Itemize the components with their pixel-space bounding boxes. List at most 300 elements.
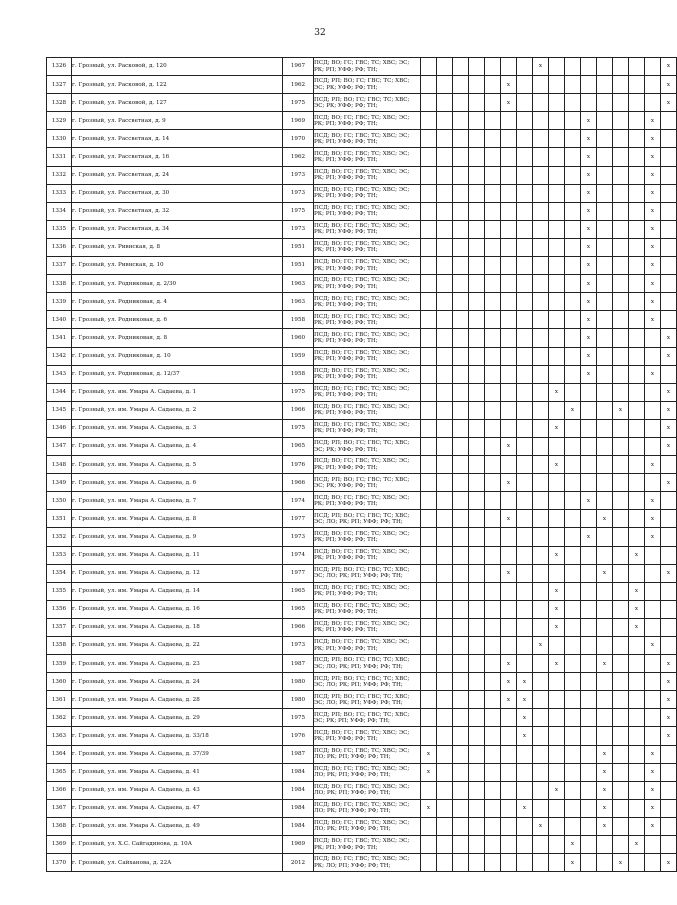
work-mark-cell: x: [645, 492, 661, 510]
work-mark-cell: [629, 799, 645, 817]
year-cell: 1965: [283, 600, 314, 618]
work-mark-cell: [565, 166, 581, 184]
work-mark-cell: [421, 257, 437, 275]
address-cell: г. Грозный, ул. им. Умара А. Садаева, д. 3: [72, 419, 283, 437]
table-row: [47, 637, 677, 655]
work-mark-cell: [549, 799, 565, 817]
work-mark-cell: [597, 637, 613, 655]
work-mark-cell: [437, 799, 453, 817]
work-mark-cell: [533, 474, 549, 492]
work-mark-cell: x: [597, 745, 613, 763]
work-mark-cell: [437, 600, 453, 618]
table-row: [47, 365, 677, 383]
address-cell: г. Грозный, ул. им. Умара А. Садаева, д. 43: [72, 781, 283, 799]
work-mark-cell: [485, 148, 501, 166]
work-mark-cell: [629, 691, 645, 709]
row-number-cell: 1345: [47, 401, 72, 419]
work-mark-cell: [421, 94, 437, 112]
work-mark-cell: [469, 94, 485, 112]
work-mark-cell: [629, 347, 645, 365]
work-mark-cell: [565, 148, 581, 166]
work-mark-cell: x: [645, 637, 661, 655]
work-mark-cell: [501, 383, 517, 401]
work-mark-cell: [485, 347, 501, 365]
work-mark-cell: [485, 745, 501, 763]
work-mark-cell: x: [645, 166, 661, 184]
work-mark-cell: [533, 546, 549, 564]
work-mark-cell: [597, 275, 613, 293]
work-mark-cell: [645, 347, 661, 365]
work-mark-cell: [629, 456, 645, 474]
work-mark-cell: [613, 293, 629, 311]
year-cell: 1976: [283, 727, 314, 745]
address-cell: г. Грозный, ул. Родниковая, д. 4: [72, 293, 283, 311]
work-mark-cell: [565, 76, 581, 94]
work-mark-cell: [565, 383, 581, 401]
work-mark-cell: x: [501, 691, 517, 709]
work-mark-cell: [437, 275, 453, 293]
work-mark-cell: [565, 673, 581, 691]
work-mark-cell: [565, 528, 581, 546]
work-mark-cell: [469, 419, 485, 437]
work-mark-cell: [421, 275, 437, 293]
work-mark-cell: [533, 166, 549, 184]
table-row: [47, 238, 677, 256]
work-mark-cell: [453, 655, 469, 673]
work-mark-cell: [437, 618, 453, 636]
work-mark-cell: [533, 600, 549, 618]
row-number-cell: 1360: [47, 673, 72, 691]
work-mark-cell: [549, 76, 565, 94]
work-mark-cell: [437, 311, 453, 329]
work-mark-cell: [549, 437, 565, 455]
work-mark-cell: [629, 564, 645, 582]
work-mark-cell: x: [549, 582, 565, 600]
work-mark-cell: [645, 564, 661, 582]
work-mark-cell: [613, 709, 629, 727]
work-mark-cell: [485, 58, 501, 76]
work-mark-cell: x: [517, 727, 533, 745]
work-mark-cell: [613, 58, 629, 76]
work-mark-cell: [549, 275, 565, 293]
work-mark-cell: [565, 709, 581, 727]
work-mark-cell: [469, 564, 485, 582]
work-mark-cell: [565, 745, 581, 763]
work-mark-cell: [501, 763, 517, 781]
work-mark-cell: [421, 401, 437, 419]
works-list-cell: ПСД; ВО; ГС; ГВС; ТС; ХВС; ЭС; РК; РП; УФФ; РФ; ТН;: [314, 58, 421, 76]
work-mark-cell: [453, 202, 469, 220]
work-mark-cell: [565, 637, 581, 655]
work-mark-cell: [485, 781, 501, 799]
work-mark-cell: [421, 546, 437, 564]
address-cell: г. Грозный, ул. им. Умара А. Садаева, д. 16: [72, 600, 283, 618]
row-number-cell: 1353: [47, 546, 72, 564]
work-mark-cell: [453, 94, 469, 112]
work-mark-cell: [549, 329, 565, 347]
work-mark-cell: [437, 293, 453, 311]
work-mark-cell: x: [581, 329, 597, 347]
works-list-cell: ПСД; ВО; ГС; ГВС; ТС; ХВС; ЭС; ЛО; РК; РП; УФФ; РФ; ТН;: [314, 799, 421, 817]
work-mark-cell: [453, 474, 469, 492]
work-mark-cell: [485, 293, 501, 311]
work-mark-cell: [517, 492, 533, 510]
address-cell: г. Грозный, ул. им. Умара А. Садаева, д. 9: [72, 528, 283, 546]
work-mark-cell: [597, 238, 613, 256]
work-mark-cell: [629, 419, 645, 437]
address-cell: г. Грозный, ул. им. Умара А. Садаева, д. 12: [72, 564, 283, 582]
work-mark-cell: x: [517, 709, 533, 727]
work-mark-cell: [645, 437, 661, 455]
work-mark-cell: [533, 854, 549, 872]
work-mark-cell: [501, 58, 517, 76]
work-mark-cell: x: [645, 365, 661, 383]
address-cell: г. Грозный, ул. им. Умара А. Садаева, д. 24: [72, 673, 283, 691]
work-mark-cell: x: [597, 763, 613, 781]
work-mark-cell: [565, 492, 581, 510]
work-mark-cell: [485, 582, 501, 600]
work-mark-cell: x: [661, 474, 677, 492]
work-mark-cell: [421, 58, 437, 76]
address-cell: г. Грозный, ул. Рассветная, д. 14: [72, 130, 283, 148]
work-mark-cell: [597, 383, 613, 401]
work-mark-cell: [565, 184, 581, 202]
work-mark-cell: [517, 528, 533, 546]
address-cell: г. Грозный, ул. Рассветная, д. 30: [72, 184, 283, 202]
work-mark-cell: x: [421, 745, 437, 763]
table-row: [47, 275, 677, 293]
work-mark-cell: [469, 456, 485, 474]
work-mark-cell: x: [645, 148, 661, 166]
work-mark-cell: [517, 836, 533, 854]
work-mark-cell: [421, 781, 437, 799]
work-mark-cell: x: [581, 166, 597, 184]
work-mark-cell: [485, 202, 501, 220]
table-row: [47, 510, 677, 528]
table-row: [47, 383, 677, 401]
row-number-cell: 1327: [47, 76, 72, 94]
row-number-cell: 1331: [47, 148, 72, 166]
work-mark-cell: [629, 238, 645, 256]
work-mark-cell: x: [501, 510, 517, 528]
work-mark-cell: [453, 727, 469, 745]
table-row: [47, 419, 677, 437]
work-mark-cell: [453, 510, 469, 528]
work-mark-cell: [661, 275, 677, 293]
work-mark-cell: x: [645, 275, 661, 293]
work-mark-cell: [645, 383, 661, 401]
work-mark-cell: [565, 546, 581, 564]
works-list-cell: ПСД; РП; ВО; ГС; ГВС; ТС; ХВС; ЭС; ЛО; РК; РП; УФФ; РФ; ТН;: [314, 564, 421, 582]
work-mark-cell: [517, 546, 533, 564]
year-cell: 1984: [283, 799, 314, 817]
work-mark-cell: [437, 419, 453, 437]
works-list-cell: ПСД; ВО; ГС; ГВС; ТС; ХВС; ЭС; РК; РП; УФФ; РФ; ТН;: [314, 347, 421, 365]
work-mark-cell: [421, 293, 437, 311]
work-mark-cell: [597, 528, 613, 546]
work-mark-cell: [453, 854, 469, 872]
work-mark-cell: [421, 655, 437, 673]
work-mark-cell: [517, 148, 533, 166]
work-mark-cell: [517, 58, 533, 76]
work-mark-cell: [437, 347, 453, 365]
work-mark-cell: [565, 257, 581, 275]
year-cell: 1987: [283, 655, 314, 673]
work-mark-cell: [533, 709, 549, 727]
works-list-cell: ПСД; ВО; ГС; ГВС; ТС; ХВС; ЭС; ЛО; РК; РП; УФФ; РФ; ТН;: [314, 781, 421, 799]
row-number-cell: 1338: [47, 275, 72, 293]
year-cell: 1958: [283, 365, 314, 383]
row-number-cell: 1356: [47, 600, 72, 618]
work-mark-cell: [645, 474, 661, 492]
work-mark-cell: [517, 112, 533, 130]
work-mark-cell: [469, 673, 485, 691]
address-cell: г. Грозный, ул. Родниковая, д. 6: [72, 311, 283, 329]
work-mark-cell: [645, 94, 661, 112]
address-cell: г. Грозный, ул. им. Умара А. Садаева, д. 4: [72, 437, 283, 455]
work-mark-cell: [453, 112, 469, 130]
work-mark-cell: [661, 311, 677, 329]
work-mark-cell: [437, 401, 453, 419]
work-mark-cell: [629, 673, 645, 691]
table-row: [47, 709, 677, 727]
work-mark-cell: [661, 202, 677, 220]
work-mark-cell: x: [645, 781, 661, 799]
address-cell: г. Грозный, ул. Ривнская, д. 10: [72, 257, 283, 275]
works-list-cell: ПСД; ВО; ГС; ГВС; ТС; ХВС; ЭС; РК; РП; УФФ; РФ; ТН;: [314, 637, 421, 655]
work-mark-cell: [581, 76, 597, 94]
work-mark-cell: [613, 528, 629, 546]
work-mark-cell: [437, 112, 453, 130]
work-mark-cell: [469, 202, 485, 220]
work-mark-cell: [437, 492, 453, 510]
work-mark-cell: [517, 763, 533, 781]
work-mark-cell: x: [661, 419, 677, 437]
work-mark-cell: [613, 474, 629, 492]
work-mark-cell: x: [581, 202, 597, 220]
work-mark-cell: [501, 546, 517, 564]
work-mark-cell: [597, 184, 613, 202]
work-mark-cell: [549, 528, 565, 546]
work-mark-cell: [613, 238, 629, 256]
address-cell: г. Грозный, ул. Расковой, д. 122: [72, 76, 283, 94]
work-mark-cell: [549, 492, 565, 510]
work-mark-cell: x: [645, 220, 661, 238]
work-mark-cell: [565, 58, 581, 76]
work-mark-cell: [517, 202, 533, 220]
work-mark-cell: [645, 836, 661, 854]
work-mark-cell: [469, 184, 485, 202]
work-mark-cell: [629, 275, 645, 293]
work-mark-cell: [453, 329, 469, 347]
work-mark-cell: [661, 600, 677, 618]
work-mark-cell: [485, 709, 501, 727]
work-mark-cell: [437, 582, 453, 600]
address-cell: г. Грозный, ул. Родниковая, д. 10: [72, 347, 283, 365]
work-mark-cell: [533, 836, 549, 854]
work-mark-cell: [517, 510, 533, 528]
work-mark-cell: [437, 437, 453, 455]
table-row: [47, 600, 677, 618]
work-mark-cell: x: [581, 148, 597, 166]
work-mark-cell: [629, 492, 645, 510]
row-number-cell: 1347: [47, 437, 72, 455]
work-mark-cell: [661, 637, 677, 655]
row-number-cell: 1334: [47, 202, 72, 220]
work-mark-cell: x: [645, 528, 661, 546]
work-mark-cell: [661, 618, 677, 636]
work-mark-cell: [453, 781, 469, 799]
work-mark-cell: [437, 94, 453, 112]
year-cell: 1977: [283, 510, 314, 528]
work-mark-cell: x: [661, 709, 677, 727]
work-mark-cell: [469, 600, 485, 618]
work-mark-cell: [469, 130, 485, 148]
work-mark-cell: [661, 238, 677, 256]
work-mark-cell: [581, 763, 597, 781]
year-cell: 1963: [283, 293, 314, 311]
work-mark-cell: [469, 437, 485, 455]
row-number-cell: 1336: [47, 238, 72, 256]
work-mark-cell: x: [661, 329, 677, 347]
work-mark-cell: [517, 365, 533, 383]
row-number-cell: 1349: [47, 474, 72, 492]
work-mark-cell: [613, 148, 629, 166]
work-mark-cell: [581, 383, 597, 401]
work-mark-cell: [517, 383, 533, 401]
year-cell: 1966: [283, 401, 314, 419]
work-mark-cell: [613, 347, 629, 365]
work-mark-cell: [629, 112, 645, 130]
address-cell: г. Грозный, ул. Родниковая, д. 8: [72, 329, 283, 347]
work-mark-cell: [453, 365, 469, 383]
work-mark-cell: [549, 166, 565, 184]
work-mark-cell: x: [533, 637, 549, 655]
address-cell: г. Грозный, ул. им. Умара А. Садаева, д. 33/18: [72, 727, 283, 745]
work-mark-cell: [533, 184, 549, 202]
work-mark-cell: [533, 275, 549, 293]
work-mark-cell: [565, 437, 581, 455]
year-cell: 1980: [283, 673, 314, 691]
row-number-cell: 1344: [47, 383, 72, 401]
work-mark-cell: [629, 148, 645, 166]
work-mark-cell: [501, 600, 517, 618]
work-mark-cell: [437, 637, 453, 655]
work-mark-cell: [533, 329, 549, 347]
work-mark-cell: [661, 293, 677, 311]
work-mark-cell: [533, 383, 549, 401]
work-mark-cell: [597, 854, 613, 872]
work-mark-cell: [549, 745, 565, 763]
row-number-cell: 1354: [47, 564, 72, 582]
work-mark-cell: [629, 311, 645, 329]
work-mark-cell: [485, 673, 501, 691]
work-mark-cell: [501, 637, 517, 655]
work-mark-cell: [421, 112, 437, 130]
work-mark-cell: [453, 546, 469, 564]
works-list-cell: ПСД; РП; ВО; ГС; ГВС; ТС; ХВС; ЭС; РК; УФФ; РФ; ТН;: [314, 76, 421, 94]
work-mark-cell: [533, 799, 549, 817]
row-number-cell: 1359: [47, 655, 72, 673]
work-mark-cell: [629, 510, 645, 528]
year-cell: 1969: [283, 112, 314, 130]
work-mark-cell: [613, 365, 629, 383]
work-mark-cell: x: [661, 854, 677, 872]
year-cell: 1977: [283, 564, 314, 582]
address-cell: г. Грозный, ул. им. Умара А. Садаева, д. 18: [72, 618, 283, 636]
works-list-cell: ПСД; ВО; ГС; ГВС; ТС; ХВС; ЭС; РК; РП; УФФ; РФ; ТН;: [314, 275, 421, 293]
work-mark-cell: [549, 763, 565, 781]
work-mark-cell: [565, 691, 581, 709]
work-mark-cell: [485, 112, 501, 130]
work-mark-cell: [629, 745, 645, 763]
works-list-cell: ПСД; ВО; ГС; ГВС; ТС; ХВС; ЭС; РК; РП; УФФ; РФ; ТН;: [314, 365, 421, 383]
work-mark-cell: [549, 184, 565, 202]
work-mark-cell: [533, 456, 549, 474]
work-mark-cell: [565, 202, 581, 220]
work-mark-cell: x: [581, 275, 597, 293]
work-mark-cell: [469, 817, 485, 835]
work-mark-cell: [533, 528, 549, 546]
work-mark-cell: [629, 474, 645, 492]
work-mark-cell: [613, 492, 629, 510]
table-row: [47, 76, 677, 94]
work-mark-cell: [597, 148, 613, 166]
work-mark-cell: [549, 727, 565, 745]
work-mark-cell: [581, 745, 597, 763]
work-mark-cell: [421, 130, 437, 148]
work-mark-cell: [437, 76, 453, 94]
work-mark-cell: [533, 437, 549, 455]
works-list-cell: ПСД; ВО; ГС; ГВС; ТС; ХВС; ЭС; РК; РП; УФФ; РФ; ТН;: [314, 130, 421, 148]
work-mark-cell: [421, 618, 437, 636]
table-row: [47, 836, 677, 854]
work-mark-cell: [517, 637, 533, 655]
address-cell: г. Грозный, ул. Сайханова, д. 22А: [72, 854, 283, 872]
work-mark-cell: [645, 329, 661, 347]
work-mark-cell: x: [517, 691, 533, 709]
work-mark-cell: [453, 745, 469, 763]
work-mark-cell: [581, 474, 597, 492]
work-mark-cell: [469, 347, 485, 365]
work-mark-cell: x: [501, 94, 517, 112]
address-cell: г. Грозный, ул. Расковой, д. 127: [72, 94, 283, 112]
work-mark-cell: [565, 655, 581, 673]
year-cell: 1973: [283, 166, 314, 184]
work-mark-cell: [469, 781, 485, 799]
row-number-cell: 1366: [47, 781, 72, 799]
work-mark-cell: [485, 220, 501, 238]
table-row: [47, 58, 677, 76]
work-mark-cell: [517, 600, 533, 618]
work-mark-cell: [661, 130, 677, 148]
work-mark-cell: [533, 419, 549, 437]
works-list-cell: ПСД; ВО; ГС; ГВС; ТС; ХВС; ЭС; ЛО; РК; РП; УФФ; РФ; ТН;: [314, 745, 421, 763]
works-list-cell: ПСД; ВО; ГС; ГВС; ТС; ХВС; ЭС; РК; РП; УФФ; РФ; ТН;: [314, 383, 421, 401]
work-mark-cell: [565, 94, 581, 112]
table-row: [47, 564, 677, 582]
work-mark-cell: [485, 763, 501, 781]
work-mark-cell: x: [645, 184, 661, 202]
year-cell: 1973: [283, 528, 314, 546]
work-mark-cell: [549, 202, 565, 220]
work-mark-cell: [437, 528, 453, 546]
work-mark-cell: [437, 257, 453, 275]
work-mark-cell: x: [581, 257, 597, 275]
work-mark-cell: [453, 401, 469, 419]
work-mark-cell: x: [501, 655, 517, 673]
work-mark-cell: [613, 275, 629, 293]
